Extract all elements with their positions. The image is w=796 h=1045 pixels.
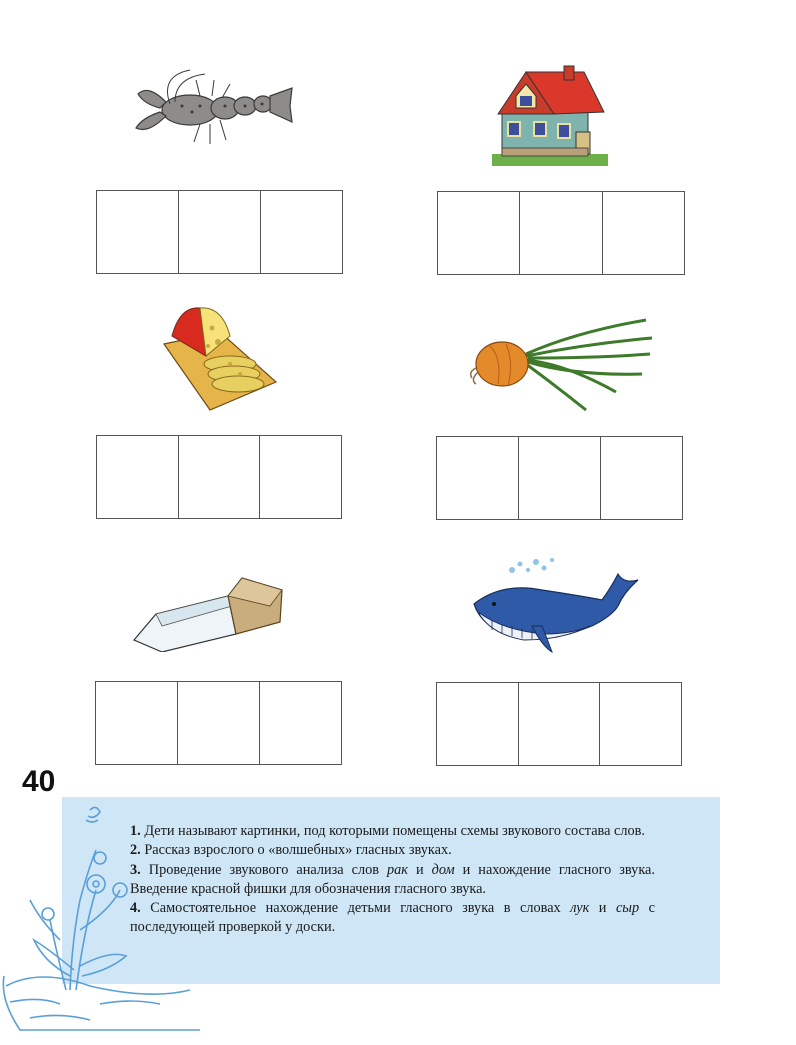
sound-cell[interactable] bbox=[437, 683, 519, 765]
instruction-2: 2. Рассказ взрослого о «волшебных» гласных звуках. bbox=[130, 842, 452, 859]
house-icon bbox=[492, 62, 608, 172]
sound-cell[interactable] bbox=[179, 191, 261, 273]
word-scheme-crayfish bbox=[96, 190, 343, 274]
sound-cell[interactable] bbox=[260, 682, 341, 764]
sound-cell[interactable] bbox=[96, 682, 178, 764]
word-scheme-eraser bbox=[95, 681, 342, 765]
word-scheme-onion bbox=[436, 436, 683, 520]
sound-cell[interactable] bbox=[97, 191, 179, 273]
sound-cell[interactable] bbox=[179, 436, 261, 518]
sound-cell[interactable] bbox=[261, 191, 342, 273]
word-scheme-cheese bbox=[96, 435, 342, 519]
onion-icon bbox=[466, 314, 656, 414]
sound-cell[interactable] bbox=[519, 683, 601, 765]
sound-cell[interactable] bbox=[603, 192, 684, 274]
word-scheme-whale bbox=[436, 682, 682, 766]
whale-icon bbox=[472, 556, 640, 658]
sound-cell[interactable] bbox=[97, 436, 179, 518]
page-number: 40 bbox=[22, 765, 56, 798]
word-scheme-house bbox=[437, 191, 685, 275]
instruction-4: 4. Самостоятельное нахождение детьми гласного звука в словах лук и сыр с последующей проверкой у доски. bbox=[130, 900, 655, 936]
cheese-icon bbox=[160, 302, 278, 414]
sound-cell[interactable] bbox=[519, 437, 601, 519]
sound-cell[interactable] bbox=[260, 436, 341, 518]
crayfish-icon bbox=[130, 66, 295, 150]
eraser-icon bbox=[132, 576, 284, 652]
sound-cell[interactable] bbox=[178, 682, 260, 764]
instruction-1: 1. Дети называют картинки, под которыми помещены схемы звукового состава слов. bbox=[130, 823, 645, 839]
sound-cell[interactable] bbox=[600, 683, 681, 765]
sound-cell[interactable] bbox=[438, 192, 520, 274]
teacher-instructions bbox=[130, 822, 655, 938]
sound-cell[interactable] bbox=[437, 437, 519, 519]
sound-cell[interactable] bbox=[520, 192, 602, 274]
instruction-3: 3. Проведение звукового анализа слов рак и дом и нахождение гласного звука. Введение красной фишки для обозначения гласного звука. bbox=[130, 861, 655, 897]
sound-cell[interactable] bbox=[601, 437, 682, 519]
